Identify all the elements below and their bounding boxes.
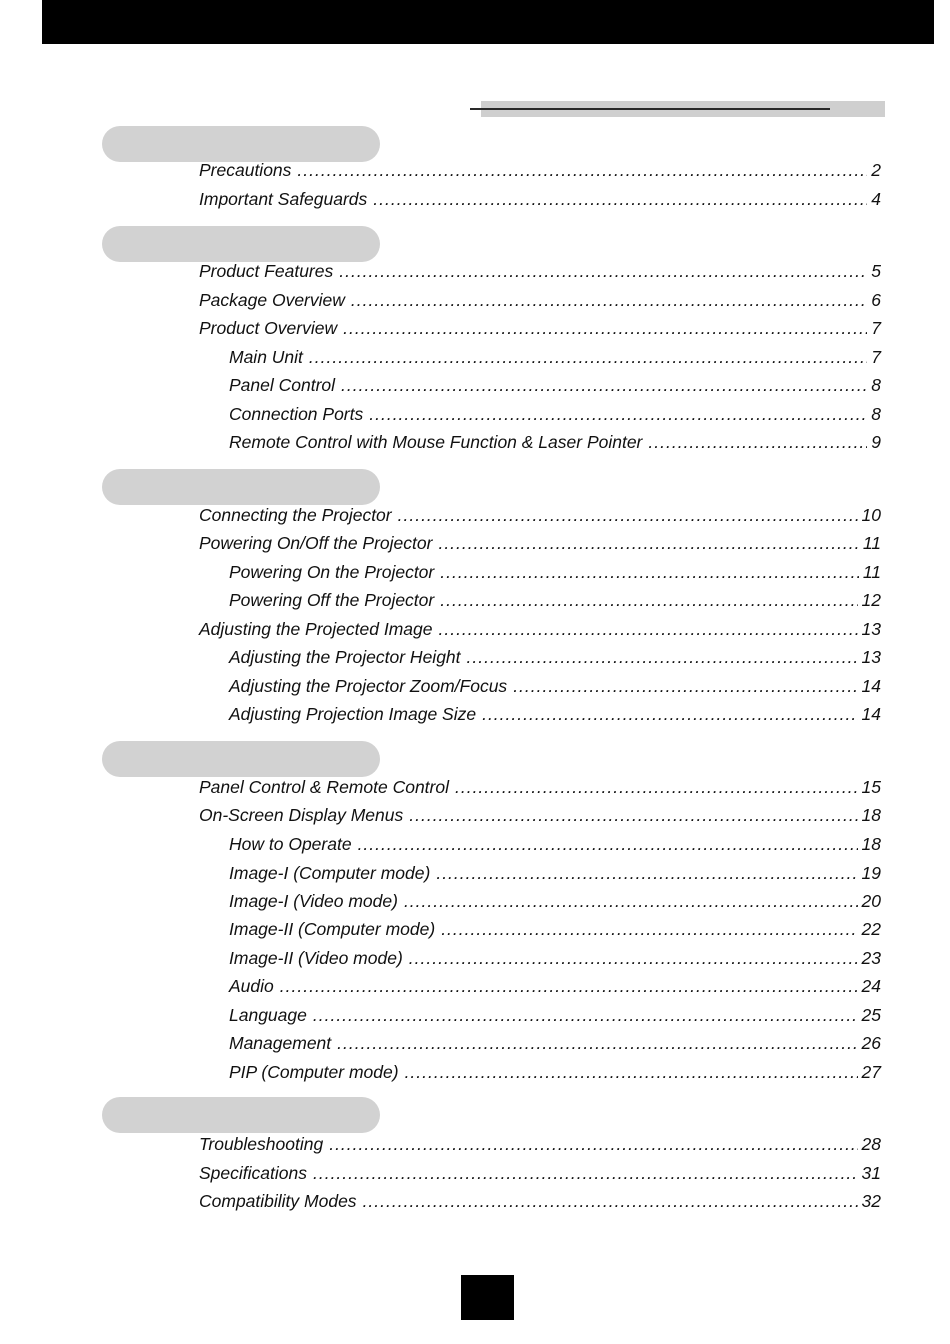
toc-entry-label: Audio <box>229 976 274 996</box>
toc-entry-page-number: 4 <box>871 189 881 209</box>
toc-entry[interactable] <box>229 1033 881 1057</box>
dot-leader <box>363 1191 858 1212</box>
toc-entry-page-number: 25 <box>861 1005 881 1025</box>
toc-entry-label: Precautions <box>199 160 292 180</box>
toc-entry[interactable] <box>199 261 881 285</box>
toc-entry-page-number: 13 <box>861 619 881 639</box>
dot-leader <box>409 948 858 969</box>
toc-entry-page-number: 28 <box>861 1134 881 1154</box>
toc-entry[interactable] <box>229 919 881 943</box>
toc-entry[interactable] <box>229 590 881 614</box>
dot-leader <box>513 676 857 697</box>
toc-entry-label: Specifications <box>199 1163 307 1183</box>
dot-leader <box>438 533 858 554</box>
toc-entry-label: Image-II (Video mode) <box>229 948 403 968</box>
dot-leader <box>438 619 857 640</box>
toc-entry[interactable] <box>229 404 881 428</box>
toc-entry-page-number: 11 <box>862 533 881 553</box>
toc-entry-page-number: 6 <box>871 290 881 310</box>
dot-leader <box>329 1134 857 1155</box>
dot-leader <box>297 160 867 181</box>
section-header-pill <box>102 1097 380 1133</box>
toc-entry-label: Image-I (Computer mode) <box>229 863 431 883</box>
toc-entry-label: Adjusting the Projector Zoom/Focus <box>229 676 508 696</box>
toc-entry[interactable] <box>199 290 881 314</box>
section-header-pill <box>102 741 380 777</box>
toc-entry-page-number: 26 <box>861 1033 881 1053</box>
toc-entry-page-number: 10 <box>861 505 881 525</box>
dot-leader <box>309 347 867 368</box>
toc-entry-page-number: 13 <box>861 647 881 667</box>
dot-leader <box>339 261 867 282</box>
dot-leader <box>313 1163 858 1184</box>
toc-entry-label: Connecting the Projector <box>199 505 392 525</box>
toc-entry-page-number: 31 <box>861 1163 881 1183</box>
toc-entry-page-number: 14 <box>861 676 881 696</box>
toc-entry[interactable] <box>229 891 881 915</box>
toc-entry[interactable] <box>199 805 881 829</box>
toc-entry-label: Troubleshooting <box>199 1134 324 1154</box>
toc-entry-page-number: 19 <box>861 863 881 883</box>
toc-entry[interactable] <box>199 1134 881 1158</box>
dot-leader <box>369 404 867 425</box>
toc-entry-page-number: 9 <box>871 432 881 452</box>
toc-entry-page-number: 11 <box>862 562 881 582</box>
dot-leader <box>343 318 867 339</box>
toc-entry-label: Remote Control with Mouse Function & Laser Pointer <box>229 432 643 452</box>
dot-leader <box>409 805 857 826</box>
toc-entry-label: Connection Ports <box>229 404 364 424</box>
toc-entry-label: Adjusting the Projected Image <box>199 619 433 639</box>
toc-entry-page-number: 20 <box>861 891 881 911</box>
section-header-pill <box>102 469 380 505</box>
toc-entry[interactable] <box>229 647 881 671</box>
toc-entry-label: Image-I (Video mode) <box>229 891 398 911</box>
toc-entry-label: Package Overview <box>199 290 345 310</box>
toc-entry-label: Main Unit <box>229 347 303 367</box>
toc-entry-label: Language <box>229 1005 307 1025</box>
dot-leader <box>280 976 858 997</box>
toc-entry-label: Powering On/Off the Projector <box>199 533 433 553</box>
toc-entry[interactable] <box>229 347 881 371</box>
toc-entry-label: PIP (Computer mode) <box>229 1062 399 1082</box>
toc-entry[interactable] <box>229 562 881 586</box>
toc-entry-page-number: 18 <box>861 805 881 825</box>
toc-entry-label: Product Overview <box>199 318 338 338</box>
toc-entry-label: Compatibility Modes <box>199 1191 357 1211</box>
toc-entry-label: Panel Control & Remote Control <box>199 777 449 797</box>
dot-leader <box>436 863 857 884</box>
toc-entry-page-number: 5 <box>871 261 881 281</box>
toc-entry-label: Powering Off the Projector <box>229 590 435 610</box>
toc-entry-label: Management <box>229 1033 332 1053</box>
toc-entry-label: Adjusting the Projector Height <box>229 647 461 667</box>
toc-entry-page-number: 8 <box>871 404 881 424</box>
toc-entry[interactable] <box>199 189 881 213</box>
toc-entry[interactable] <box>199 1163 881 1187</box>
toc-entry-page-number: 24 <box>861 976 881 996</box>
toc-entry[interactable] <box>199 1191 881 1215</box>
toc-entry[interactable] <box>229 1062 881 1086</box>
toc-entry[interactable] <box>199 505 881 529</box>
dot-leader <box>341 375 867 396</box>
dot-leader <box>404 891 858 912</box>
toc-entry[interactable] <box>199 777 881 801</box>
toc-entry-label: How to Operate <box>229 834 352 854</box>
toc-entry-page-number: 7 <box>871 318 881 338</box>
toc-entry-page-number: 18 <box>861 834 881 854</box>
toc-entry[interactable] <box>229 375 881 399</box>
toc-entry[interactable] <box>199 533 881 557</box>
dot-leader <box>337 1033 857 1054</box>
toc-entry-page-number: 23 <box>861 948 881 968</box>
toc-entry[interactable] <box>229 976 881 1000</box>
toc-entry-label: Important Safeguards <box>199 189 368 209</box>
page-number-box <box>461 1275 514 1320</box>
section-header-pill <box>102 226 380 262</box>
toc-entry-page-number: 32 <box>861 1191 881 1211</box>
dot-leader <box>440 562 859 583</box>
dot-leader <box>482 704 857 725</box>
toc-entry-page-number: 22 <box>861 919 881 939</box>
toc-entry[interactable] <box>229 676 881 700</box>
toc-entry[interactable] <box>229 863 881 887</box>
toc-entry-label: Image-II (Computer mode) <box>229 919 436 939</box>
toc-entry[interactable] <box>229 948 881 972</box>
toc-entry-page-number: 8 <box>871 375 881 395</box>
toc-entry-page-number: 27 <box>861 1062 881 1082</box>
toc-entry-label: On-Screen Display Menus <box>199 805 404 825</box>
dot-leader <box>440 590 857 611</box>
title-rule <box>470 108 830 110</box>
toc-entry-page-number: 2 <box>871 160 881 180</box>
toc-entry-page-number: 14 <box>861 704 881 724</box>
toc-entry-page-number: 12 <box>861 590 881 610</box>
toc-entry[interactable] <box>199 160 881 184</box>
dot-leader <box>467 647 858 668</box>
dot-leader <box>405 1062 858 1083</box>
dot-leader <box>455 777 858 798</box>
dot-leader <box>351 290 867 311</box>
toc-entry-page-number: 15 <box>861 777 881 797</box>
toc-entry[interactable] <box>229 432 881 456</box>
toc-entry-label: Panel Control <box>229 375 336 395</box>
dot-leader <box>441 919 857 940</box>
dot-leader <box>398 505 858 526</box>
toc-entry[interactable] <box>229 834 881 858</box>
toc-entry-page-number: 7 <box>871 347 881 367</box>
dot-leader <box>358 834 858 855</box>
toc-entry[interactable] <box>229 1005 881 1029</box>
dot-leader <box>373 189 867 210</box>
toc-entry-label: Adjusting Projection Image Size <box>229 704 477 724</box>
dot-leader <box>313 1005 858 1026</box>
toc-entry[interactable] <box>229 704 881 728</box>
toc-entry-label: Powering On the Projector <box>229 562 435 582</box>
header-bar <box>42 0 934 44</box>
dot-leader <box>648 432 867 453</box>
toc-entry[interactable] <box>199 318 881 342</box>
toc-entry-label: Product Features <box>199 261 334 281</box>
section-header-pill <box>102 126 380 162</box>
toc-entry[interactable] <box>199 619 881 643</box>
